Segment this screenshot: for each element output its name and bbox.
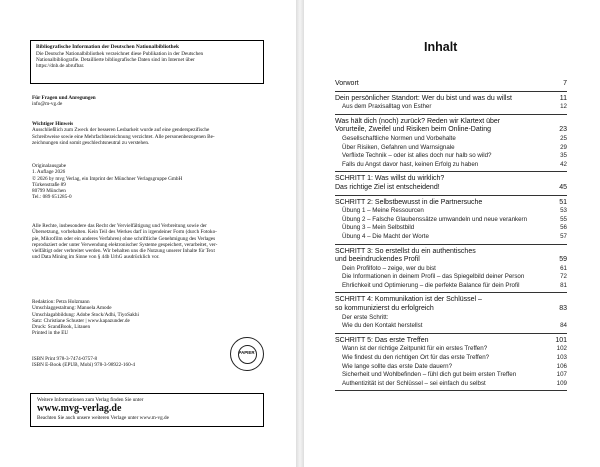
toc-page-number: 23: [559, 126, 567, 134]
toc-subentry[interactable]: [335, 233, 567, 242]
bibliographic-info-line: Nationalbibliografie. Detaillierte bibliografische Daten sind im Internet über: [36, 56, 195, 63]
toc-page-number: 25: [560, 134, 567, 142]
questions-email: info@m-vg.de: [32, 101, 63, 108]
toc-entry-label: SCHRITT 3: So erstellst du ein authentisches: [335, 247, 476, 255]
paper-certification-seal-icon: [230, 337, 264, 371]
isbn-print: ISBN Print 978-3-7474-0757-8: [32, 356, 98, 362]
edition-line: 1. Auflage 2026: [32, 169, 66, 176]
toc-group: [335, 175, 567, 195]
toc-entry-label: Ehrlichkeit und Optimierung – die perfekte Balance für dein Profil: [342, 281, 520, 289]
toc-chapter-entry[interactable]: [335, 248, 567, 257]
bibliographic-info-line: Die Deutsche Nationalbibliothek verzeichnet diese Publikation in der Deutschen: [36, 50, 204, 57]
toc-entry-label: SCHRITT 4: Kommunikation ist der Schlüssel –: [335, 296, 482, 304]
credits-line: Redaktion: Petra Holzmann: [32, 299, 90, 305]
toc-entry-label: Gesellschaftliche Normen und Vorbehalte: [342, 134, 456, 142]
toc-page-number: 53: [560, 207, 567, 215]
credits-line: Printed in the EU: [32, 330, 69, 337]
toc-subentry[interactable]: [335, 207, 567, 216]
toc-page-number: 12: [560, 103, 567, 111]
toc-subentry[interactable]: [335, 216, 567, 225]
toc-subentry[interactable]: [335, 282, 567, 291]
publisher-web-box: [30, 393, 264, 427]
toc-chapter-entry[interactable]: [335, 337, 567, 346]
notice-block: [32, 121, 264, 146]
toc-subentry[interactable]: [335, 354, 567, 363]
toc-subentry[interactable]: [335, 152, 567, 161]
toc-subentry[interactable]: [335, 135, 567, 144]
toc-entry-label: Wie findest du den richtigen Ort für das erste Treffen?: [342, 354, 490, 362]
toc-subentry[interactable]: [335, 161, 567, 170]
toc-page-number: 45: [559, 183, 567, 191]
rights-line: reproduziert oder unter Verwendung elektronischer Systeme gespeichert, verarbeitet, ver-: [32, 241, 218, 248]
credits-line: Satz: Christiane Schuster | www.kapazunder.de: [32, 317, 130, 324]
rights-block: [32, 223, 264, 261]
toc-page-number: 72: [560, 273, 567, 281]
toc-group: [335, 199, 567, 245]
toc-entry-label: Der erste Schritt:: [342, 313, 389, 321]
toc-entry-label: und beeindruckendes Profil: [335, 256, 420, 264]
publisher-url-link[interactable]: www.mvg-verlag.de: [37, 403, 122, 414]
toc-entry-label: Verflixte Technik – oder ist alles doch nur halb so wild?: [342, 152, 492, 160]
toc-entry-label: Übung 4 – Die Macht der Worte: [342, 232, 429, 240]
toc-entry-label: SCHRITT 1: Was willst du wirklich?: [335, 175, 445, 183]
edition-block: [32, 163, 264, 201]
toc-group: [335, 296, 567, 333]
toc-entry-label: Was hält dich (noch) zurück? Reden wir Klartext über: [335, 117, 501, 125]
toc-entry-label: Übung 2 – Falsche Glaubenssätze umwandeln und neue verankern: [342, 215, 528, 223]
toc-page-number: 51: [559, 198, 567, 206]
toc-entry-label: Wie du den Kontakt herstellst: [342, 322, 423, 330]
toc-entry-label: Wann ist der richtige Zeitpunkt für ein erstes Treffen?: [342, 345, 488, 353]
credits-block: [32, 299, 264, 337]
toc-group: [335, 95, 567, 115]
toc-chapter-entry[interactable]: [335, 126, 567, 135]
toc-chapter-entry[interactable]: [335, 95, 567, 104]
toc-page-number: 101: [555, 336, 567, 344]
credits-line: Druck: ScandBook, Litauen: [32, 324, 91, 331]
toc-entry-label: Das richtige Ziel ist entscheidend!: [335, 183, 440, 191]
toc-subentry[interactable]: [335, 103, 567, 112]
edition-line: Tel.: 089 651285-0: [32, 194, 72, 201]
credits-line: Umschlagabbildung: Adobe Stock/Adhi, TiyoSakhi: [32, 311, 139, 318]
toc-entry-label: Dein persönlicher Standort: Wer du bist und was du willst: [335, 94, 512, 102]
toc-entry-label: Vorwort: [335, 80, 359, 87]
toc-page-number: 107: [556, 371, 567, 379]
toc-entry-label: SCHRITT 5: Das erste Treffen: [335, 336, 429, 344]
toc-group: [335, 337, 567, 392]
rights-line: vielfältigt oder verbreitet werden. Wir behalten uns die Nutzung unserer Inhalte für Text: [32, 248, 215, 255]
toc-subentry[interactable]: [335, 265, 567, 274]
toc-chapter-entry[interactable]: [335, 175, 567, 184]
rights-line: Übersetzung, vorbehalten. Kein Teil des Werkes darf in irgendeiner Form (durch Fotoko-: [32, 229, 217, 236]
toc-entry-label: Wie lange sollte das erste Date dauern?: [342, 362, 453, 370]
toc-page-number: 29: [560, 143, 567, 151]
toc-chapter-entry[interactable]: [335, 184, 567, 193]
rights-line: pie, Mikrofilm oder ein anderes Verfahren) ohne schriftliche Genehmigung des Verlages: [32, 235, 216, 242]
toc-subentry[interactable]: [335, 314, 567, 323]
toc-chapter-entry[interactable]: [335, 199, 567, 208]
toc-subentry[interactable]: [335, 363, 567, 372]
left-page: [0, 0, 296, 467]
toc-page-number: 103: [556, 354, 567, 362]
questions-block: [32, 95, 264, 108]
credits-line: Umschlaggestaltung: Manuela Amode: [32, 305, 112, 312]
notice-line: zeichnungen sind somit geschlechtsneutral zu verstehen.: [32, 139, 150, 146]
toc-page-number: 81: [560, 281, 567, 289]
toc-entry-label: Übung 3 – Mein Selbstbild: [342, 224, 415, 232]
toc-group: [335, 248, 567, 294]
notice-title: Wichtiger Hinweis: [32, 121, 74, 127]
toc-page-number: 109: [556, 379, 567, 387]
toc-group: [335, 118, 567, 173]
toc-entry-label: Sicherheit und Wohlbefinden – fühl dich gut beim ersten Treffen: [342, 371, 517, 379]
rights-line: Alle Rechte, insbesondere das Recht der Vervielfältigung und Verbreitung sowie der: [32, 223, 207, 229]
notice-line: Schreibweise sowie eine Mehrfachbezeichnung verzichtet. Alle personenbezogenen Be-: [32, 133, 215, 140]
web-intro: Weitere Informationen zum Verlag finden Sie unter: [37, 397, 144, 403]
toc-entry-label: Über Risiken, Gefahren und Warnsignale: [342, 143, 455, 151]
bibliographic-info-title: Bibliografische Information der Deutschen Nationalbibliothek: [36, 44, 180, 50]
notice-line: Ausschließlich zum Zweck der besseren Lesbarkeit wurde auf eine genderspezifische: [32, 127, 210, 134]
edition-line: Originalausgabe: [32, 163, 66, 169]
toc-entry-label: SCHRITT 2: Selbstbewusst in die Partnersuche: [335, 198, 483, 206]
toc-page-number: 102: [556, 345, 567, 353]
toc-page-number: 57: [560, 232, 567, 240]
toc-page-number: 7: [563, 80, 567, 87]
edition-line: Türkenstraße 89: [32, 181, 66, 188]
toc-group: [335, 80, 567, 92]
toc-entry-label: Vorurteile, Zweifel und Risiken beim Online-Dating: [335, 126, 492, 134]
toc-page-number: 84: [560, 322, 567, 330]
toc-subentry[interactable]: [335, 345, 567, 354]
edition-line: 80799 München: [32, 188, 66, 195]
isbn-block: [32, 356, 264, 369]
toc-chapter-entry[interactable]: [335, 118, 567, 127]
toc-chapter-entry[interactable]: [335, 296, 567, 305]
toc-page-number: 55: [560, 215, 567, 223]
toc-entry-label: Falls du Angst davor hast, keinen Erfolg zu haben: [342, 160, 479, 168]
toc-entry-label: Übung 1 – Meine Ressourcen: [342, 207, 424, 215]
bibliographic-info-line: https://dnb.de abrufbar.: [36, 63, 85, 69]
toc-subentry[interactable]: [335, 224, 567, 233]
questions-title: Für Fragen und Anregungen: [32, 95, 96, 101]
edition-line: © 2026 by mvg Verlag, ein Imprint der Münchner Verlagsgruppe GmbH: [32, 175, 183, 182]
toc-page-number: 56: [560, 224, 567, 232]
seal-text: PAPIER: [238, 350, 255, 355]
toc-subentry[interactable]: [335, 273, 567, 282]
toc-chapter-entry[interactable]: [335, 305, 567, 314]
toc-page-number: 59: [559, 256, 567, 264]
toc-chapter-entry[interactable]: [335, 80, 567, 89]
bibliographic-info-box: [30, 40, 264, 84]
toc-title: Inhalt: [424, 40, 458, 54]
web-more-publishers: Beachten Sie auch unsere weiteren Verlage unter www.m-vg.de: [37, 415, 169, 421]
book-gutter: [296, 0, 304, 467]
rights-line: und Data Mining im Sinne von § 44b UrhG ausdrücklich vor.: [32, 254, 160, 261]
toc-entry-label: Aus dem Praxisalltag von Esther: [342, 103, 432, 111]
toc-subentry[interactable]: [335, 380, 567, 389]
toc-subentry[interactable]: [335, 144, 567, 153]
toc-chapter-entry[interactable]: [335, 256, 567, 265]
toc-page-number: 35: [560, 152, 567, 160]
toc-page-number: 83: [559, 305, 567, 313]
toc-entry-label: so kommunizierst du erfolgreich: [335, 305, 434, 313]
toc-page-number: 106: [556, 362, 567, 370]
toc-entry-label: Die Informationen in deinem Profil – das Spiegelbild deiner Person: [342, 273, 525, 281]
toc-page-number: 42: [560, 160, 567, 168]
toc-subentry[interactable]: [335, 322, 567, 331]
toc-entry-label: Dein Profilfoto – zeige, wer du bist: [342, 264, 436, 272]
isbn-ebook: ISBN E-Book (EPUB, Mobi) 978-3-98922-160-4: [32, 362, 136, 369]
toc-page-number: 11: [559, 94, 567, 102]
toc-subentry[interactable]: [335, 371, 567, 380]
table-of-contents: [335, 80, 567, 394]
toc-page-number: 61: [560, 264, 567, 272]
toc-entry-label: Authentizität ist der Schlüssel – sei einfach du selbst: [342, 379, 486, 387]
